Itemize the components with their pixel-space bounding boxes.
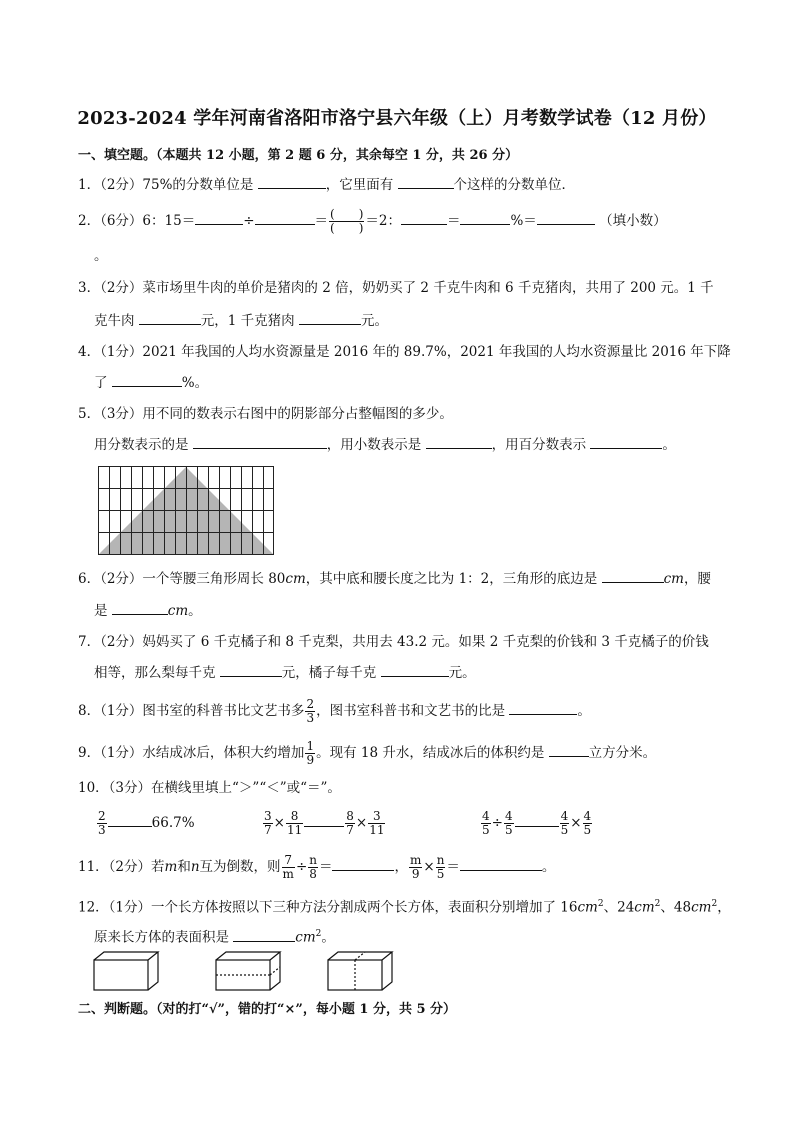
answer-blank[interactable] xyxy=(195,210,243,225)
question-3-line2: 克牛肉 元，1 千克猪肉 元。 xyxy=(94,310,388,331)
answer-blank[interactable] xyxy=(602,568,664,583)
question-6: 6．（2分）一个等腰三角形周长 80cm，其中底和腰长度之比为 1：2，三角形的底边是 cm，腰 xyxy=(78,568,711,589)
question-9: 9．（1分）水结成冰后，体积大约增加 $\frac{1}{9}$ 。现有 18 升水，结成冰后的体积约是 立方分米。 xyxy=(78,739,657,767)
question-4: 4．（1分）2021 年我国的人均水资源量是 2016 年的 89.7%，2021 年我国的人均水资源量比 2016 年下降 xyxy=(78,344,731,360)
question-7-line2: 相等，那么梨每千克 元，橘子每千克 元。 xyxy=(94,662,476,683)
answer-blank[interactable] xyxy=(460,210,510,225)
shaded-grid-figure xyxy=(98,466,274,555)
answer-blank[interactable] xyxy=(426,434,492,449)
answer-blank[interactable] xyxy=(381,662,449,677)
cuboid-figure-1 xyxy=(92,950,162,992)
answer-blank[interactable] xyxy=(398,174,454,189)
question-5-line2: 用分数表示的是 ，用小数表示是 ，用百分数表示 。 xyxy=(94,434,676,455)
compare-expr-2: $\frac{3}{7}$ × $\frac{8}{11}$ $\frac{8}{7}$ × $\frac{3}{11}$ xyxy=(264,809,385,837)
answer-blank[interactable] xyxy=(299,310,361,325)
fraction-2-3: $\frac{2}{3}$ xyxy=(306,697,315,725)
answer-blank[interactable] xyxy=(460,856,542,871)
compare-blank[interactable] xyxy=(108,812,152,827)
question-2-end: 。 xyxy=(94,248,108,264)
answer-blank[interactable] xyxy=(549,742,589,757)
answer-blank[interactable] xyxy=(590,434,662,449)
answer-blank[interactable] xyxy=(509,700,577,715)
compare-blank[interactable] xyxy=(515,812,559,827)
answer-blank[interactable] xyxy=(220,662,282,677)
question-1: 1．（2分）75%的分数单位是 ，它里面有 个这样的分数单位． xyxy=(78,174,575,195)
question-2: 2．（6分）6：15＝ ÷ ＝ $\frac{( )}{( )}$ ＝2： ＝ %＝ （填小数） xyxy=(78,207,667,235)
page-title: 2023-2024 学年河南省洛阳市洛宁县六年级（上）月考数学试卷（12 月份） xyxy=(77,108,717,129)
cuboid-figure-3 xyxy=(326,950,396,992)
fraction-1-9: $\frac{1}{9}$ xyxy=(306,739,315,767)
answer-blank[interactable] xyxy=(112,600,168,615)
answer-blank[interactable] xyxy=(332,856,394,871)
compare-blank[interactable] xyxy=(304,812,344,827)
answer-blank[interactable] xyxy=(537,210,595,225)
question-6-line2: 是 cm。 xyxy=(94,600,202,621)
question-4-line2: 了 %。 xyxy=(94,372,208,393)
answer-blank[interactable] xyxy=(233,927,295,942)
compare-expr-1: $\frac{2}{3}$ 66.7% xyxy=(98,809,195,837)
question-8: 8．（1分）图书室的科普书比文艺书多 $\frac{2}{3}$ ，图书室科普书和文艺书的比是 。 xyxy=(78,697,591,725)
cuboid-figure-2 xyxy=(214,950,284,992)
answer-blank[interactable] xyxy=(255,210,315,225)
question-11: 11．（2分）若m和n互为倒数，则 $\frac{7}{m}$ ÷ $\frac{n}{8}$ ＝ ， $\frac{m}{9}$ × $\frac{n}{5}$ ＝ 。 xyxy=(78,853,556,881)
answer-blank[interactable] xyxy=(258,174,326,189)
question-7: 7．（2分）妈妈买了 6 千克橘子和 8 千克梨，共用去 43.2 元。如果 2 千克梨的价钱和 3 千克橘子的价钱 xyxy=(78,634,709,650)
question-12-line2: 原来长方体的表面积是 $cm^2$。 xyxy=(94,924,335,948)
question-3: 3．（2分）菜市场里牛肉的单价是猪肉的 2 倍，奶奶买了 2 千克牛肉和 6 千克猪肉，共用了 200 元。1 千 xyxy=(78,280,714,296)
section-judgment-heading: 二、判断题。（对的打“√”，错的打“×”，每小题 1 分，共 5 分） xyxy=(78,1002,457,1017)
question-5: 5．（3分）用不同的数表示右图中的阴影部分占整幅图的多少。 xyxy=(78,406,453,422)
answer-blank[interactable] xyxy=(401,210,447,225)
compare-expr-3: $\frac{4}{5}$ ÷ $\frac{4}{5}$ $\frac{4}{5}$ × $\frac{4}{5}$ xyxy=(482,809,592,837)
answer-blank[interactable] xyxy=(193,434,327,449)
question-12: 12．（1分）一个长方体按照以下三种方法分割成两个长方体，表面积分别增加了 $16cm^2$、$24cm^2$、$48cm^2$， xyxy=(78,899,731,916)
section-fill-in-heading: 一、填空题。（本题共 12 小题，第 2 题 6 分，其余每空 1 分，共 26 分） xyxy=(78,148,519,163)
question-10: 10．（3分）在横线里填上“＞”“＜”或“＝”。 xyxy=(78,780,341,796)
paren-fraction: $\frac{( )}{( )}$ xyxy=(330,207,364,235)
answer-blank[interactable] xyxy=(139,310,201,325)
answer-blank[interactable] xyxy=(112,372,182,387)
